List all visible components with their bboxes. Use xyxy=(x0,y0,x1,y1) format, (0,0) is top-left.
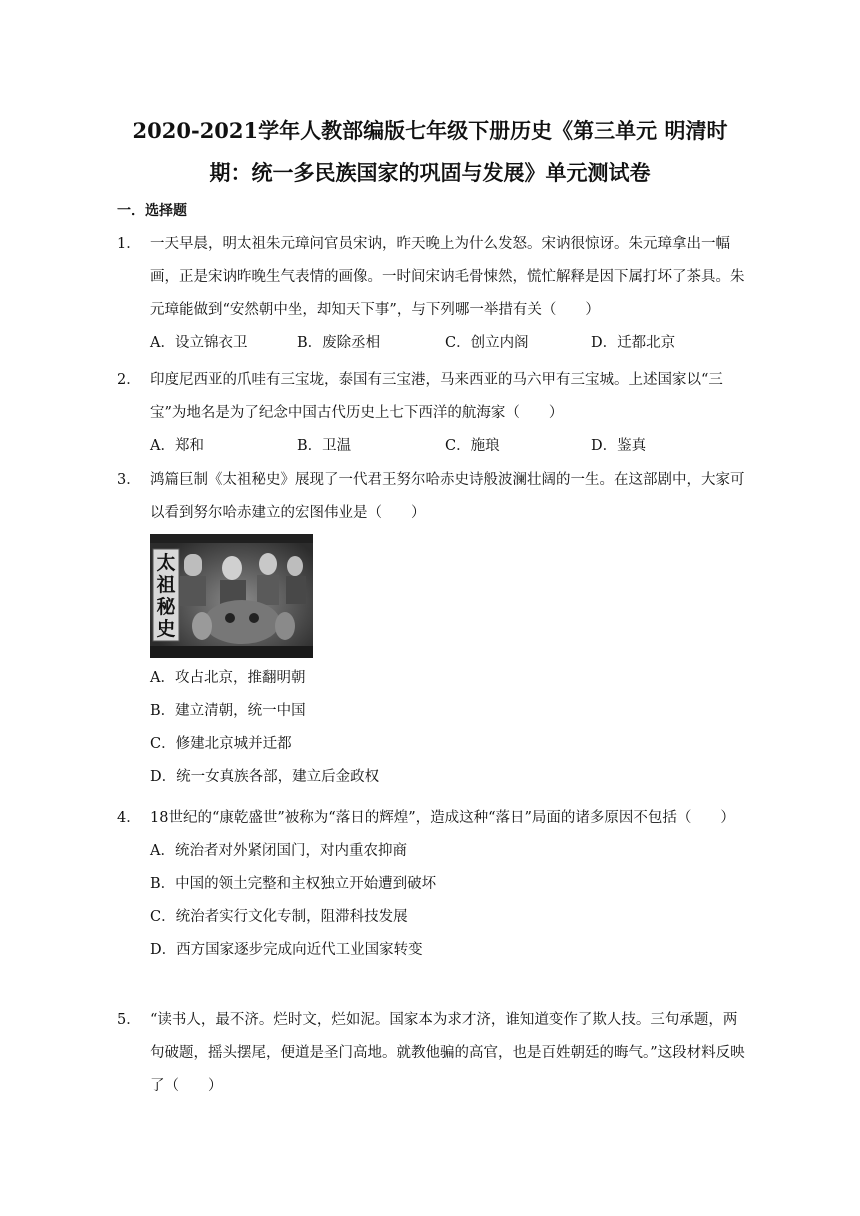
option-c[interactable]: C．创立内阁 xyxy=(445,335,529,351)
option-a[interactable]: A．郑和 xyxy=(150,438,204,454)
title-line-2: 期：统一多民族国家的巩固与发展》单元测试卷 xyxy=(209,160,651,185)
poster-title-text: 太祖秘史 xyxy=(156,552,176,640)
question-number: 1． xyxy=(117,236,141,252)
option-c[interactable]: C．统治者实行文化专制，阻滞科技发展 xyxy=(150,909,408,925)
option-d[interactable]: D．西方国家逐步完成向近代工业国家转变 xyxy=(150,942,423,958)
option-b[interactable]: B．废除丞相 xyxy=(297,335,381,351)
question-2 xyxy=(117,364,747,463)
options-row xyxy=(150,327,747,360)
question-4 xyxy=(117,802,747,967)
option-d[interactable]: D．鉴真 xyxy=(591,438,647,454)
title-line-1: 2020-2021学年人教部编版七年级下册历史《第三单元 明清时 xyxy=(132,118,728,143)
option-b[interactable]: B．建立清朝，统一中国 xyxy=(150,703,306,719)
question-3 xyxy=(117,464,747,794)
option-a[interactable]: A．统治者对外紧闭国门，对内重农抑商 xyxy=(150,843,407,859)
question-text: “读书人，最不济。烂时文，烂如泥。国家本为求才济，谁知道变作了欺人技。三句承题，两句破题，摇头摆尾，便道是圣门高地。就教他骗的高官，也是百姓朝廷的晦气。”这段材料反映了（ ） xyxy=(150,1012,745,1094)
options-row xyxy=(150,430,747,463)
question-number: 2． xyxy=(117,372,141,388)
drama-poster-image xyxy=(150,534,313,658)
question-5 xyxy=(117,1004,747,1103)
option-c[interactable]: C．修建北京城并迁都 xyxy=(150,736,292,752)
section-heading: 一．选择题 xyxy=(117,203,187,219)
question-text: 一天早晨，明太祖朱元璋问官员宋讷，昨天晚上为什么发怒。宋讷很惊讶。朱元璋拿出一幅画，正是宋讷昨晚生气表情的画像。一时间宋讷毛骨悚然，慌忙解释是因下属打坏了茶具。朱元璋能做到“安然朝中坐，却知天下事”，与下列哪一举措有关（ ） xyxy=(150,236,745,318)
option-a[interactable]: A．设立锦衣卫 xyxy=(150,335,248,351)
option-c[interactable]: C．施琅 xyxy=(445,438,500,454)
option-b[interactable]: B．中国的领土完整和主权独立开始遭到破坏 xyxy=(150,876,437,892)
document-title xyxy=(60,110,800,194)
question-number: 5． xyxy=(117,1012,141,1028)
option-d[interactable]: D．迁都北京 xyxy=(591,335,676,351)
question-number: 4． xyxy=(117,810,141,826)
question-text: 印度尼西亚的爪哇有三宝垅，泰国有三宝港，马来西亚的马六甲有三宝城。上述国家以“三宝”为地名是为了纪念中国古代历史上七下西洋的航海家（ ） xyxy=(150,372,723,421)
question-number: 3． xyxy=(117,472,141,488)
option-b[interactable]: B．卫温 xyxy=(297,438,352,454)
option-a[interactable]: A．攻占北京，推翻明朝 xyxy=(150,670,306,686)
question-1 xyxy=(117,228,747,360)
option-d[interactable]: D．统一女真族各部，建立后金政权 xyxy=(150,769,380,785)
question-text: 鸿篇巨制《太祖秘史》展现了一代君王努尔哈赤史诗般波澜壮阔的一生。在这部剧中，大家可以看到努尔哈赤建立的宏图伟业是（ ） xyxy=(150,472,745,521)
question-text: 18世纪的“康乾盛世”被称为“落日的辉煌”，造成这种“落日”局面的诸多原因不包括（ ） xyxy=(150,810,735,826)
